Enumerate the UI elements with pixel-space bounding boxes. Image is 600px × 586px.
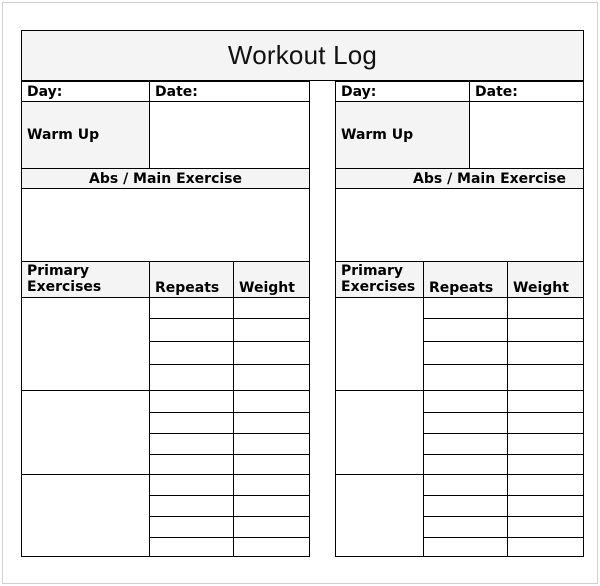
repeats-label: Repeats: [155, 280, 220, 296]
day-field[interactable]: [335, 81, 470, 102]
abs-main-field[interactable]: [21, 188, 310, 262]
day-label: Day:: [341, 84, 377, 100]
title-banner: [21, 30, 584, 81]
repeats-header: [423, 261, 508, 298]
page-title: Workout Log: [227, 40, 378, 70]
abs-main-header: [335, 168, 584, 189]
primary-label-line1: Primary: [27, 263, 90, 279]
log-panel-right: [335, 81, 584, 557]
date-label: Date:: [475, 84, 518, 100]
day-field[interactable]: [21, 81, 150, 102]
day-label: Day:: [27, 84, 63, 100]
abs-main-field[interactable]: [335, 188, 584, 262]
primary-label-line1: Primary: [341, 263, 404, 279]
primary-exercises-header: [335, 261, 424, 298]
weight-label: Weight: [239, 280, 295, 296]
warm-up-label-cell: [21, 101, 150, 169]
weight-header: [507, 261, 584, 298]
abs-main-header: [21, 168, 310, 189]
weight-header: [233, 261, 310, 298]
warm-up-field[interactable]: [149, 101, 310, 169]
primary-exercises-header: [21, 261, 150, 298]
repeats-header: [149, 261, 234, 298]
weight-label: Weight: [513, 280, 569, 296]
primary-label-line2: Exercises: [27, 279, 102, 295]
abs-main-label: Abs / Main Exercise: [89, 171, 242, 187]
date-label: Date:: [155, 84, 198, 100]
warm-up-label: Warm Up: [27, 127, 100, 143]
warm-up-label: Warm Up: [341, 127, 414, 143]
exercise-grid: [21, 297, 310, 557]
exercise-grid: [335, 297, 584, 557]
abs-main-label: Abs / Main Exercise: [413, 171, 566, 187]
repeats-label: Repeats: [429, 280, 494, 296]
primary-label-line2: Exercises: [341, 279, 416, 295]
warm-up-label-cell: [335, 101, 470, 169]
date-field[interactable]: [149, 81, 310, 102]
log-panel-left: [21, 81, 310, 557]
warm-up-field[interactable]: [469, 101, 584, 169]
date-field[interactable]: [469, 81, 584, 102]
